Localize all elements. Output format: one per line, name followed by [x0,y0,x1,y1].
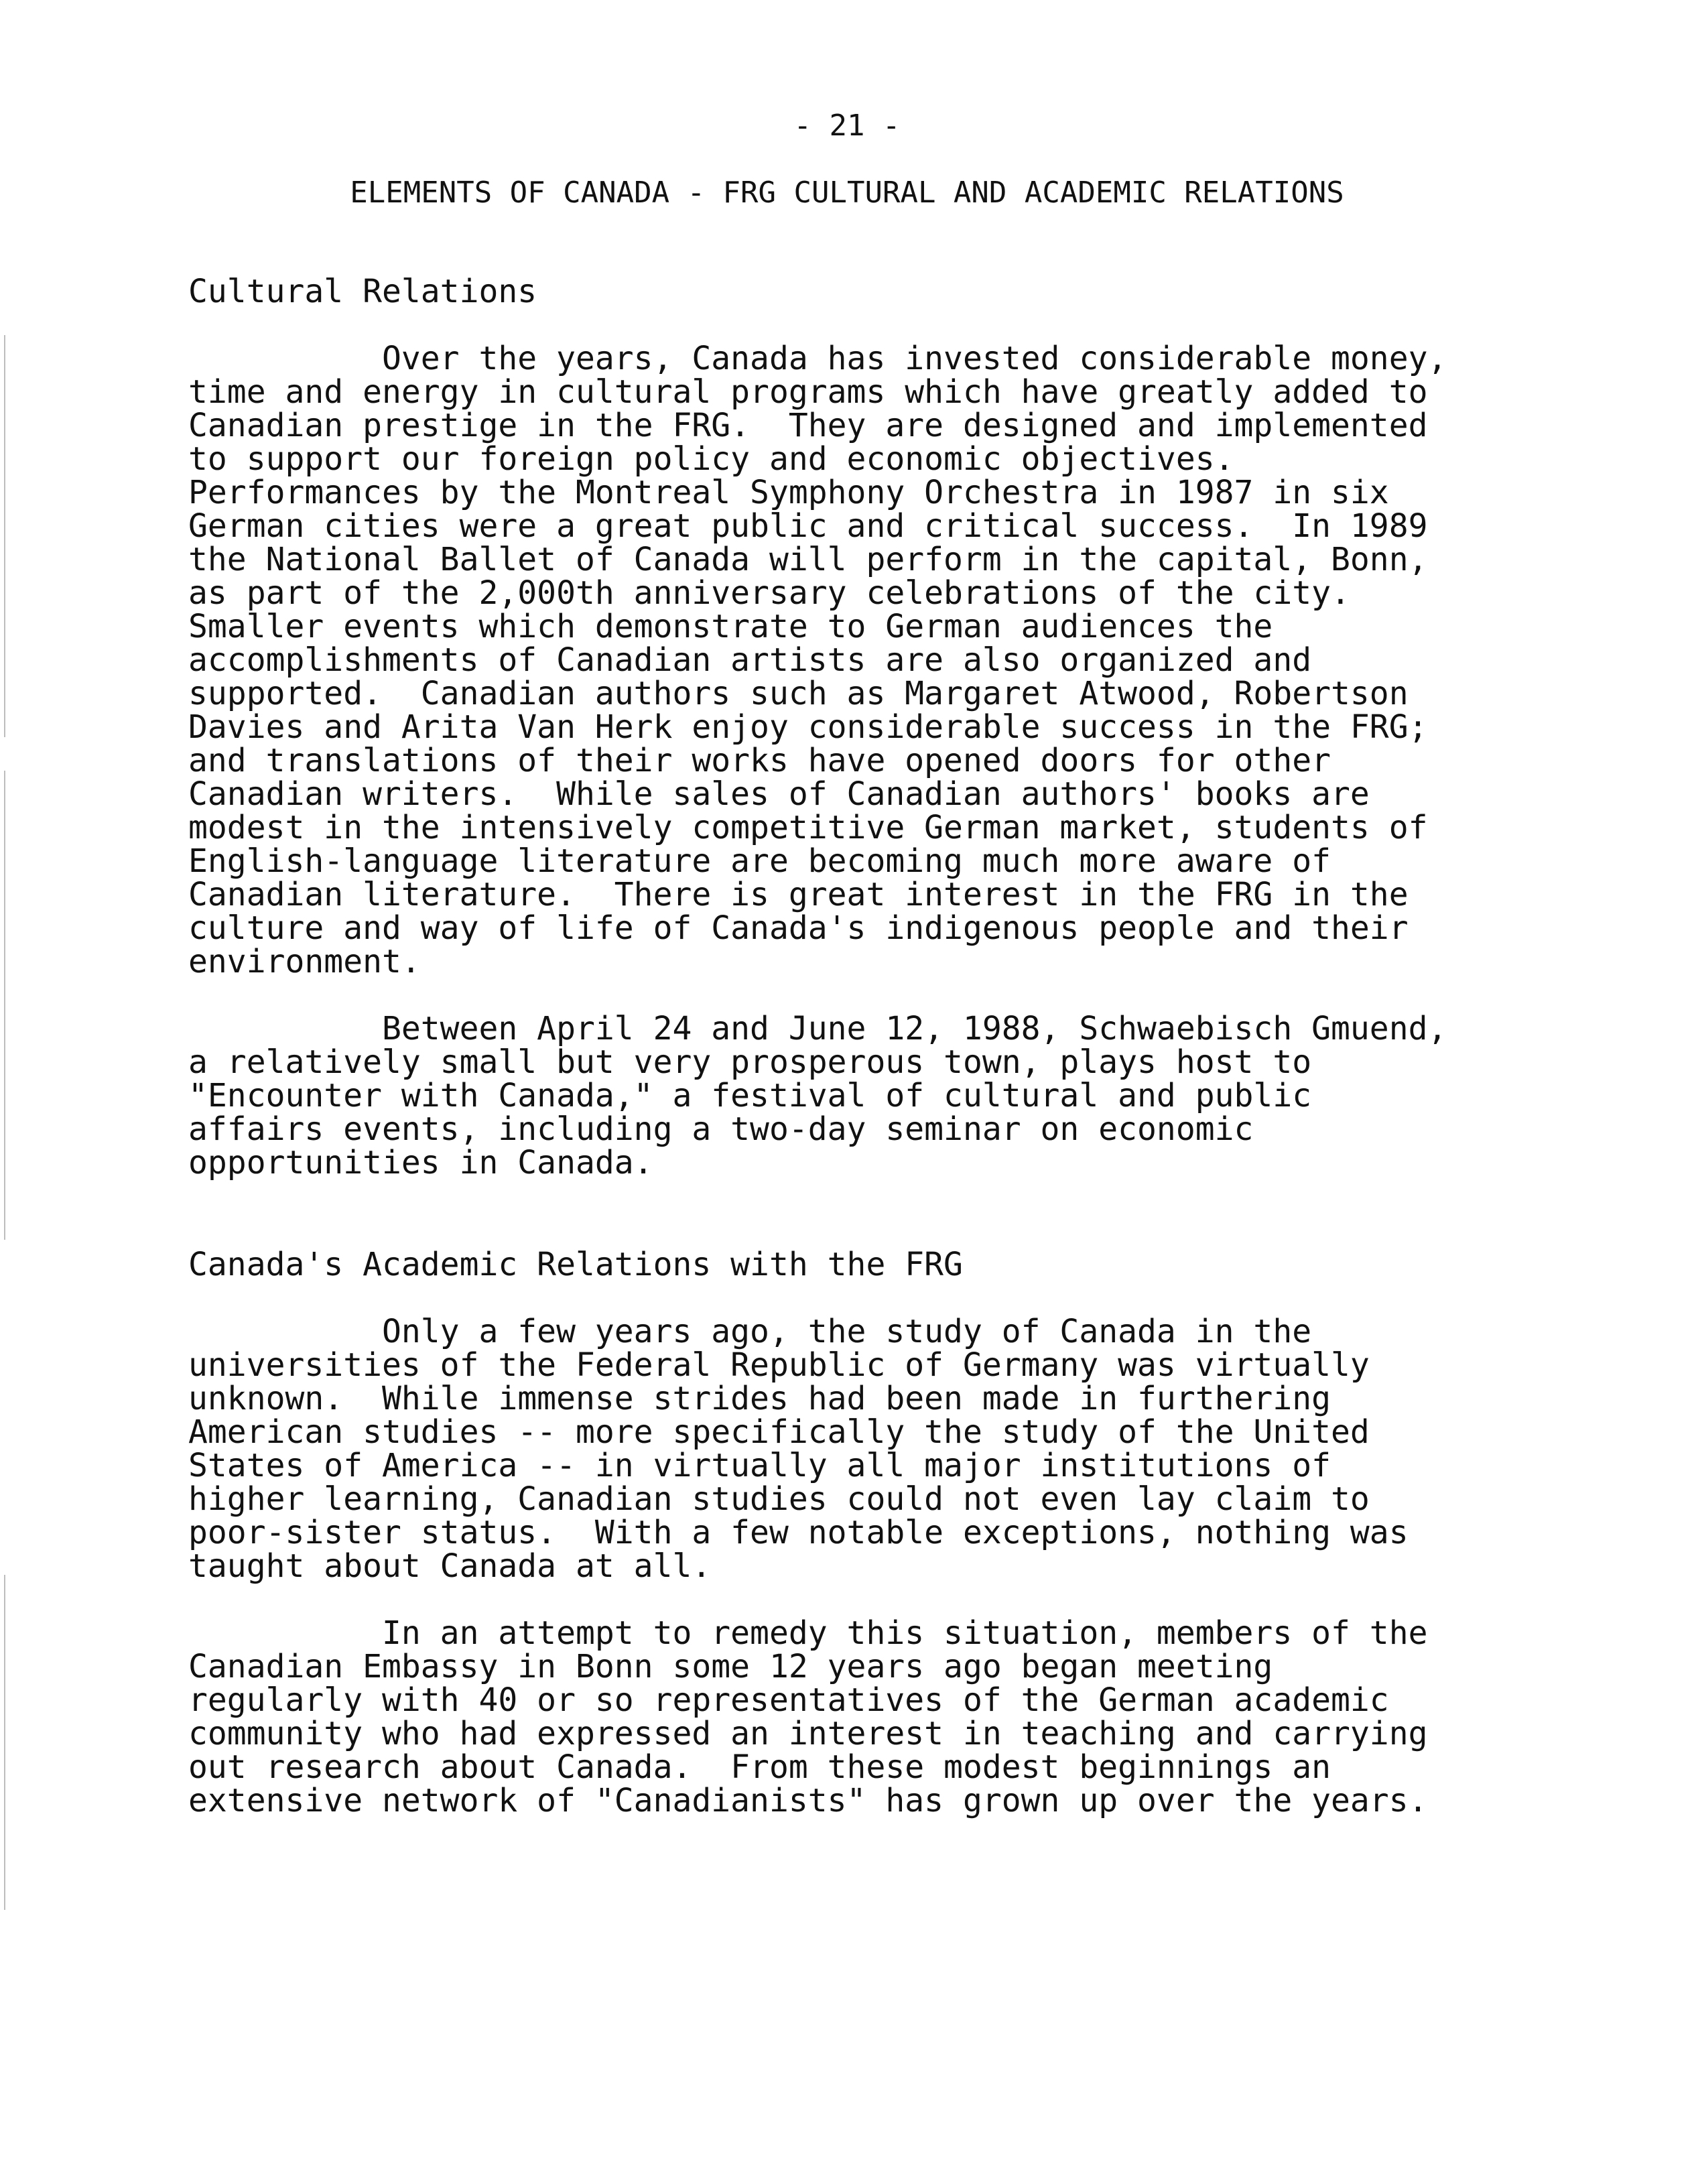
scan-edge-mark [4,771,5,1240]
scan-edge-mark [4,1575,5,1910]
paragraph-academic-2: In an attempt to remedy this situation, members of the Canadian Embassy in Bonn some 12 years ago began meeting regularly with 40 or so representatives of the German academic community who had expressed an interest in teaching and carrying out research about Canada. From these modest beginnings an extensive network of "Canadianists" has grown up over the years. [188,1614,1428,1819]
paragraph-cultural-1: Over the years, Canada has invested considerable money, time and energy in cultural programs which have greatly added to Canadian prestige in the FRG. They are designed and implemented to support our foreign policy and economic objectives. Performances by the Montreal Symphony Orchestra in 1987 in six German cities were a great public and critical success. In 1989 the National Ballet of Canada will perform in the capital, Bonn, as part of the 2,000th anniversary celebrations of the city. Smaller events which demonstrate to German audiences the accomplishments of Canadian artists are also organized and supported. Canadian authors such as Margaret Atwood, Robertson Davies and Arita Van Herk enjoy considerable success in the FRG; and translations of their works have opened doors for other Canadian writers. While sales of Canadian authors' books are modest in the intensively competitive German market, students of English-language literature are becoming much more aware of Canadian literature. There is great interest in the FRG in the culture and way of life of Canada's indigenous people and their environment. [188,340,1447,980]
paragraph-academic-1: Only a few years ago, the study of Canada in the universities of the Federal Republic of Germany was virtually unknown. While immense strides had been made in furthering American studies -- more specifically the study of the United States of America -- in virtually all major institutions of higher learning, Canadian studies could not even lay claim to poor-sister status. With a few notable exceptions, nothing was taught about Canada at all. [188,1313,1409,1585]
paragraph-cultural-2: Between April 24 and June 12, 1988, Schwaebisch Gmuend, a relatively small but very prosperous town, plays host to "Encounter with Canada," a festival of cultural and public affairs events, including a two-day seminar on economic opportunities in Canada. [188,1010,1447,1181]
scan-edge-mark [4,335,5,737]
section-heading-cultural-relations: Cultural Relations [188,273,537,310]
section-heading-academic-relations: Canada's Academic Relations with the FRG [188,1246,963,1283]
page-number: - 21 - [793,109,901,143]
document-title: ELEMENTS OF CANADA - FRG CULTURAL AND ACADEMIC RELATIONS [350,176,1344,210]
